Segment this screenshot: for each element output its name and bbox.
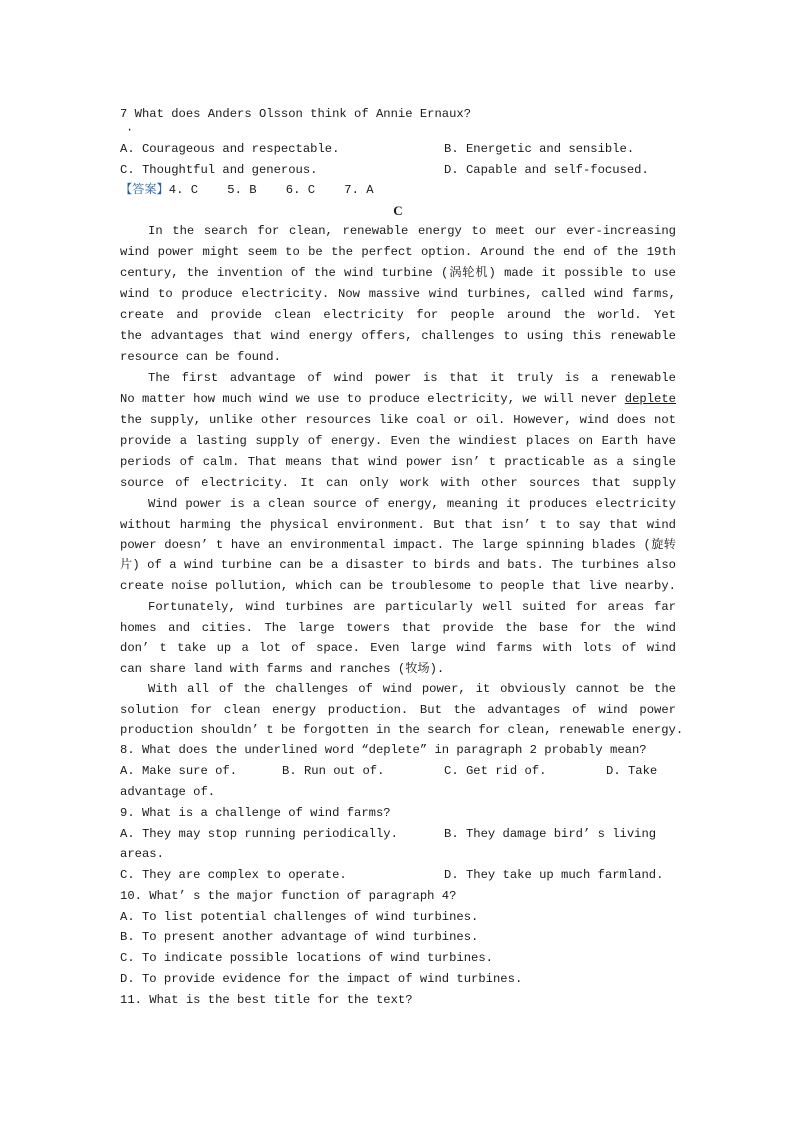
q8-option-a: A. Make sure of. [120,764,238,778]
p3-line: 片) of a wind turbine can be a disaster to birds and bats. The turbines also [120,558,676,572]
p1-line: the advantages that wind energy offers, challenges to using this renewable [120,329,676,343]
p2-line [120,389,676,410]
p4-line: don’ t take up a lot of space. Even large wind farms with lots of wind [120,641,676,655]
q7-option-a: A. Courageous and respectable. [120,142,340,156]
p2-line: periods of calm. That means that wind power isn’ t practicable as a single [120,455,676,469]
q11-stem: 11. What is the best title for the text? [120,993,413,1007]
q9-options-row1 [120,824,676,844]
p2-line: the supply, unlike other resources like coal or oil. However, wind does not [120,413,676,427]
p5-line: With all of the challenges of wind power, it obviously cannot be the [148,682,676,696]
p1-line: wind power might seem to be the perfect option. Around the end of the 19th [120,245,676,259]
p1-line: wind to produce electricity. Now massive wind turbines, called wind farms, [120,287,676,301]
q10-option-c: C. To indicate possible locations of wind turbines. [120,951,493,965]
q10-option-a: A. To list potential challenges of wind turbines. [120,910,479,924]
p1-line: In the search for clean, renewable energy to meet our ever-increasing [148,224,676,238]
q7-option-d: D. Capable and self-focused. [444,163,649,177]
q8-option-c: C. Get rid of. [444,764,547,778]
answer-key [120,180,676,200]
q9-option-c: C. They are complex to operate. [120,868,347,882]
p2-line: provide a lasting supply of energy. Even the windiest places on Earth have [120,434,676,448]
q9-option-d: D. They take up much farmland. [444,868,664,882]
p3-line: without harming the physical environment. But that isn’ t to say that wind [120,518,676,532]
p2-line: source of electricity. It can only work with other sources that supply [120,476,676,490]
p4-line: Fortunately, wind turbines are particularly well suited for areas far [148,600,676,614]
q7-option-b: B. Energetic and sensible. [444,142,635,156]
document-page [120,104,684,1011]
q7-stem: 7 What does Anders Olsson think of Annie Ernaux? [120,107,472,121]
q9-options-row2 [120,865,676,886]
p4-line: can share land with farms and ranches (牧场). [120,662,445,676]
p1-line: create and provide clean electricity for people around the world. Yet [120,308,676,322]
q7-option-c: C. Thoughtful and generous. [120,163,318,177]
section-heading: C [393,203,403,218]
q8-options [120,761,676,782]
q8-option-b: B. Run out of. [282,764,385,778]
p2-line: The first advantage of wind power is that it truly is a renewable [148,371,676,385]
p3-line: power doesn’ t have an environmental impact. The large spinning blades (旋转 [120,538,676,552]
q8-option-d: D. Take [606,764,658,778]
p4-line: homes and cities. The large towers that provide the base for the wind [120,621,676,635]
answer-values: 4. C 5. B 6. C 7. A [168,183,374,197]
q9-option-b-continued: areas. [120,847,164,861]
q7-options-row1 [120,139,676,160]
p5-line: production shouldn’ t be forgotten in the search for clean, renewable energy. [120,723,684,737]
p2-line-text: No matter how much wind we use to produce electricity, we will never [120,392,625,406]
p1-line: century, the invention of the wind turbine (涡轮机) made it possible to use [120,266,676,280]
q10-option-d: D. To provide evidence for the impact of wind turbines. [120,972,523,986]
q7-mark: · [126,123,134,137]
underlined-word-deplete: deplete [624,392,676,406]
q7-options-row2 [120,160,676,180]
q9-option-a: A. They may stop running periodically. [120,827,398,841]
answer-tag: 【答案】 [120,183,169,197]
p3-line: create noise pollution, which can be troublesome to people that live nearby. [120,579,676,593]
q10-option-b: B. To present another advantage of wind turbines. [120,930,479,944]
q10-stem: 10. What’ s the major function of paragraph 4? [120,889,457,903]
q8-option-d-continued: advantage of. [120,785,216,799]
q9-stem: 9. What is a challenge of wind farms? [120,806,391,820]
q8-stem: 8. What does the underlined word “deplete” in paragraph 2 probably mean? [120,743,647,757]
q9-option-b: B. They damage bird’ s living [444,827,657,841]
p3-line: Wind power is a clean source of energy, meaning it produces electricity [148,497,676,511]
p1-line: resource can be found. [120,350,281,364]
p5-line: solution for clean energy production. But the advantages of wind power [120,703,676,717]
